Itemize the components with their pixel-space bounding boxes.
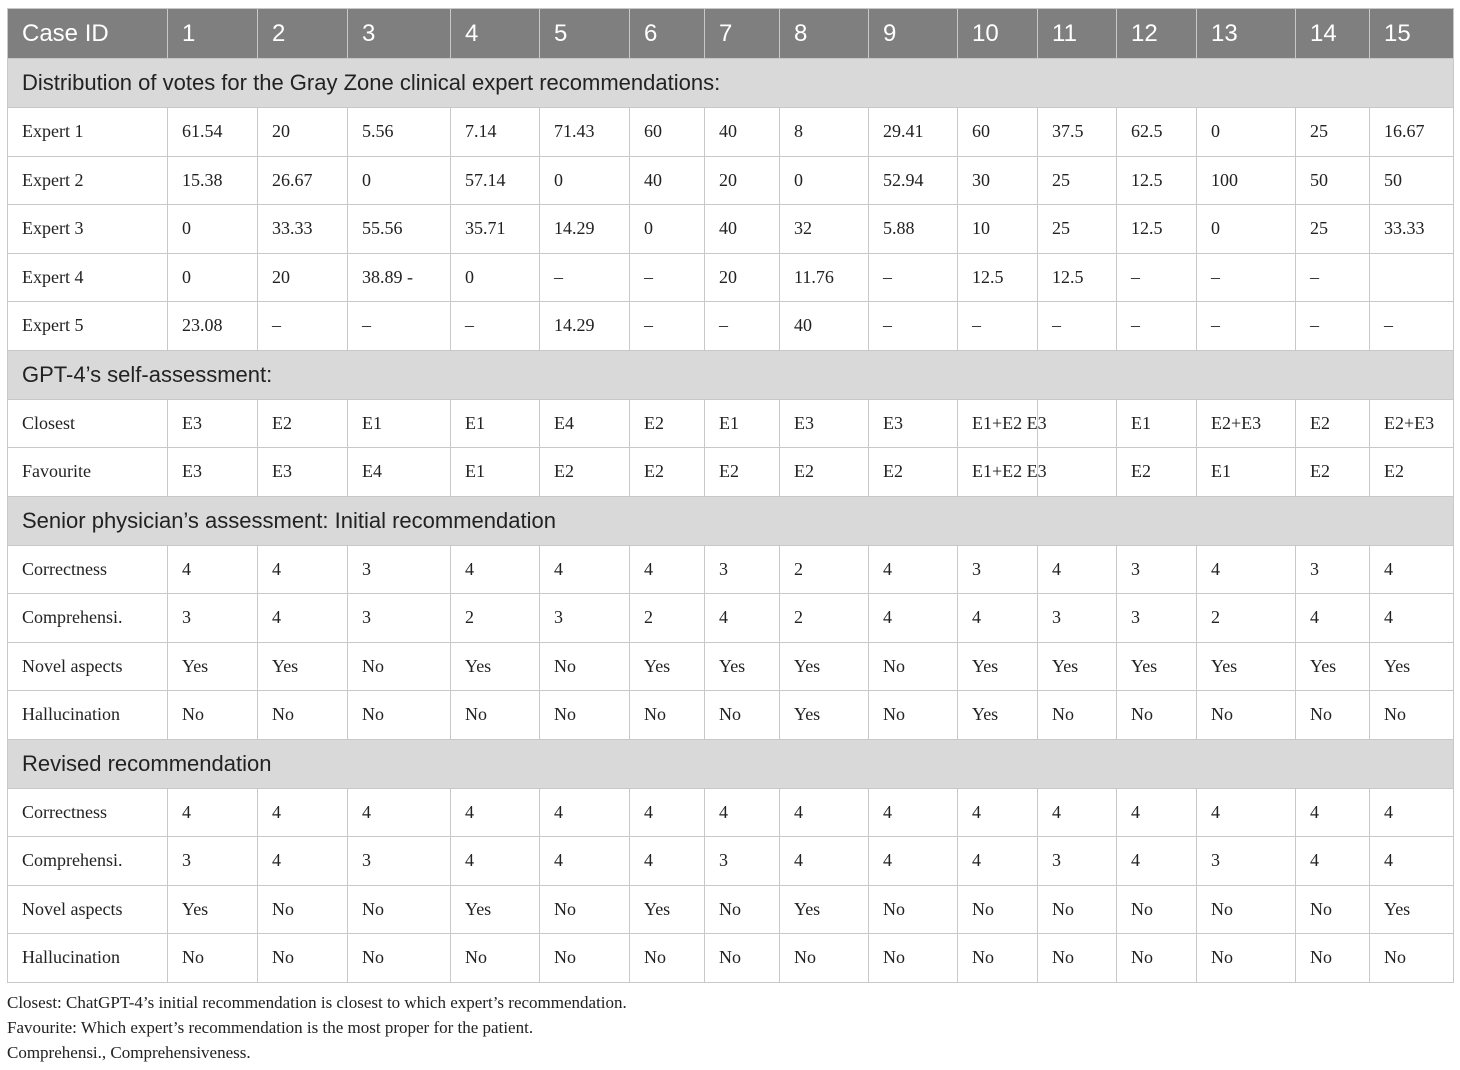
table-cell: No xyxy=(869,642,958,691)
table-cell: 3 xyxy=(705,837,780,886)
table-row xyxy=(8,788,1454,837)
table-cell: 0 xyxy=(451,253,540,302)
table-cell: 11.76 xyxy=(780,253,869,302)
table-cell: 4 xyxy=(869,545,958,594)
table-cell: 4 xyxy=(258,788,348,837)
table-cell: – xyxy=(1296,253,1370,302)
table-cell: 4 xyxy=(869,837,958,886)
table-cell: E1+E2 E3 xyxy=(958,448,1038,497)
table-cell: 4 xyxy=(168,545,258,594)
table-row xyxy=(8,448,1454,497)
footnote: Favourite: Which expert’s recommendation is the most proper for the patient. xyxy=(7,1018,534,1037)
table-cell: 4 xyxy=(1370,594,1454,643)
table-cell: No xyxy=(780,934,869,983)
table-cell: 4 xyxy=(451,837,540,886)
column-header-case-11: 11 xyxy=(1038,9,1117,59)
table-cell: Yes xyxy=(630,642,705,691)
table-cell: 4 xyxy=(540,545,630,594)
table-cell: Yes xyxy=(705,642,780,691)
table-cell: 4 xyxy=(451,545,540,594)
row-label: Novel aspects xyxy=(8,885,168,934)
column-header-case-15: 15 xyxy=(1370,9,1454,59)
table-cell: 4 xyxy=(348,788,451,837)
table-cell: – xyxy=(958,302,1038,351)
table-cell: 15.38 xyxy=(168,156,258,205)
table-row xyxy=(8,545,1454,594)
table-cell: 4 xyxy=(1296,837,1370,886)
table-cell: No xyxy=(705,934,780,983)
table-cell: 14.29 xyxy=(540,205,630,254)
table-cell: No xyxy=(1117,885,1197,934)
section-header-row xyxy=(8,59,1454,108)
table-cell: 40 xyxy=(705,108,780,157)
table-cell: – xyxy=(1117,253,1197,302)
table-cell: 12.5 xyxy=(1038,253,1117,302)
table-row xyxy=(8,205,1454,254)
table-cell: 4 xyxy=(869,594,958,643)
column-header-case-2: 2 xyxy=(258,9,348,59)
table-cell: Yes xyxy=(168,642,258,691)
table-cell: 3 xyxy=(348,594,451,643)
table-cell: 2 xyxy=(630,594,705,643)
table-cell: Yes xyxy=(451,642,540,691)
table-row xyxy=(8,934,1454,983)
table-cell: – xyxy=(1197,302,1296,351)
table-cell: 71.43 xyxy=(540,108,630,157)
row-label: Expert 1 xyxy=(8,108,168,157)
table-cell: – xyxy=(1370,302,1454,351)
table-cell: 4 xyxy=(780,788,869,837)
table-cell: Yes xyxy=(1038,642,1117,691)
table-cell: E1 xyxy=(451,399,540,448)
table-cell: No xyxy=(1197,885,1296,934)
table-cell: – xyxy=(869,302,958,351)
footnote: Comprehensi., Comprehensiveness. xyxy=(7,1043,251,1062)
table-cell: 20 xyxy=(705,156,780,205)
table-cell: No xyxy=(705,885,780,934)
table-cell: 38.89 - xyxy=(348,253,451,302)
table-cell: 3 xyxy=(1117,594,1197,643)
table-cell xyxy=(1038,399,1117,448)
column-header-case-8: 8 xyxy=(780,9,869,59)
section-header-row xyxy=(8,350,1454,399)
table-cell: 4 xyxy=(1296,788,1370,837)
table-cell: 33.33 xyxy=(1370,205,1454,254)
table-row xyxy=(8,642,1454,691)
column-header-case-14: 14 xyxy=(1296,9,1370,59)
row-label: Hallucination xyxy=(8,934,168,983)
table-cell: E2 xyxy=(1370,448,1454,497)
table-cell: 3 xyxy=(1117,545,1197,594)
row-label: Comprehensi. xyxy=(8,594,168,643)
table-cell: Yes xyxy=(958,691,1038,740)
table-cell: No xyxy=(958,934,1038,983)
table-cell: No xyxy=(258,934,348,983)
table-cell: E1 xyxy=(1117,399,1197,448)
table-cell: No xyxy=(869,934,958,983)
table-cell: No xyxy=(348,885,451,934)
table-cell: E2 xyxy=(1117,448,1197,497)
table-cell: 2 xyxy=(1197,594,1296,643)
row-label: Novel aspects xyxy=(8,642,168,691)
table-cell: No xyxy=(348,934,451,983)
table-cell: E2 xyxy=(540,448,630,497)
section-header-row xyxy=(8,739,1454,788)
table-cell: 37.5 xyxy=(1038,108,1117,157)
section-title: Revised recommendation xyxy=(8,739,1454,788)
table-cell xyxy=(1370,253,1454,302)
table-cell: E2+E3 xyxy=(1370,399,1454,448)
column-header-case-3: 3 xyxy=(348,9,451,59)
table-cell: E3 xyxy=(168,448,258,497)
table-cell: No xyxy=(1296,885,1370,934)
table-cell: E1 xyxy=(451,448,540,497)
table-cell: – xyxy=(1038,302,1117,351)
table-cell: 4 xyxy=(168,788,258,837)
row-label: Expert 2 xyxy=(8,156,168,205)
table-cell: 50 xyxy=(1370,156,1454,205)
table-cell: 25 xyxy=(1296,108,1370,157)
table-cell: – xyxy=(1197,253,1296,302)
table-cell: 4 xyxy=(1370,788,1454,837)
table-cell: No xyxy=(258,885,348,934)
table-cell: E2+E3 xyxy=(1197,399,1296,448)
table-cell: 3 xyxy=(168,594,258,643)
table-cell: 4 xyxy=(958,788,1038,837)
table-cell: 14.29 xyxy=(540,302,630,351)
table-cell: No xyxy=(869,885,958,934)
footnote: Closest: ChatGPT-4’s initial recommendation is closest to which expert’s recommendation. xyxy=(7,993,627,1012)
table-cell: 25 xyxy=(1038,156,1117,205)
table-row xyxy=(8,837,1454,886)
table-cell: 5.56 xyxy=(348,108,451,157)
column-header-case-7: 7 xyxy=(705,9,780,59)
table-cell: 35.71 xyxy=(451,205,540,254)
table-cell: 3 xyxy=(540,594,630,643)
table-row xyxy=(8,156,1454,205)
table-cell: E1 xyxy=(1197,448,1296,497)
table-cell: 16.67 xyxy=(1370,108,1454,157)
row-label: Favourite xyxy=(8,448,168,497)
table-row xyxy=(8,399,1454,448)
section-title: Senior physician’s assessment: Initial recommendation xyxy=(8,496,1454,545)
table-cell: 50 xyxy=(1296,156,1370,205)
column-header-case-4: 4 xyxy=(451,9,540,59)
table-cell: No xyxy=(451,691,540,740)
table-cell: 25 xyxy=(1038,205,1117,254)
table-cell xyxy=(1038,448,1117,497)
table-cell: 4 xyxy=(1197,788,1296,837)
row-label: Comprehensi. xyxy=(8,837,168,886)
table-footnotes xyxy=(7,990,627,1065)
table-cell: 23.08 xyxy=(168,302,258,351)
table-cell: 32 xyxy=(780,205,869,254)
results-table-wrapper xyxy=(7,8,1453,983)
table-cell: Yes xyxy=(258,642,348,691)
column-header-case-9: 9 xyxy=(869,9,958,59)
table-cell: 4 xyxy=(1296,594,1370,643)
table-row xyxy=(8,594,1454,643)
table-cell: No xyxy=(958,885,1038,934)
table-cell: 4 xyxy=(258,837,348,886)
table-row xyxy=(8,253,1454,302)
table-cell: 20 xyxy=(258,108,348,157)
table-cell: 4 xyxy=(869,788,958,837)
table-cell: 12.5 xyxy=(1117,156,1197,205)
table-cell: E3 xyxy=(869,399,958,448)
table-cell: No xyxy=(451,934,540,983)
table-cell: Yes xyxy=(1370,885,1454,934)
table-cell: No xyxy=(168,934,258,983)
row-label: Expert 5 xyxy=(8,302,168,351)
table-cell: 3 xyxy=(1197,837,1296,886)
table-cell: – xyxy=(451,302,540,351)
table-cell: 4 xyxy=(780,837,869,886)
table-cell: 0 xyxy=(168,205,258,254)
table-cell: No xyxy=(258,691,348,740)
table-cell: No xyxy=(705,691,780,740)
table-cell: No xyxy=(1370,691,1454,740)
table-row xyxy=(8,108,1454,157)
table-cell: E2 xyxy=(630,448,705,497)
table-cell: 4 xyxy=(1370,545,1454,594)
table-cell: 5.88 xyxy=(869,205,958,254)
section-header-row xyxy=(8,496,1454,545)
table-cell: Yes xyxy=(780,642,869,691)
table-cell: 4 xyxy=(1117,788,1197,837)
table-cell: 30 xyxy=(958,156,1038,205)
table-cell: 3 xyxy=(1296,545,1370,594)
table-cell: 4 xyxy=(705,594,780,643)
column-header-case-id: Case ID xyxy=(8,9,168,59)
column-header-case-1: 1 xyxy=(168,9,258,59)
table-cell: 4 xyxy=(958,594,1038,643)
results-table xyxy=(7,8,1454,983)
table-cell: 7.14 xyxy=(451,108,540,157)
table-cell: 2 xyxy=(780,545,869,594)
table-cell: No xyxy=(1038,934,1117,983)
table-cell: 3 xyxy=(1038,594,1117,643)
table-cell: Yes xyxy=(1370,642,1454,691)
table-cell: 3 xyxy=(348,545,451,594)
table-cell: 60 xyxy=(958,108,1038,157)
table-cell: – xyxy=(869,253,958,302)
table-cell: 2 xyxy=(780,594,869,643)
table-cell: 8 xyxy=(780,108,869,157)
table-cell: No xyxy=(1296,691,1370,740)
table-cell: 2 xyxy=(451,594,540,643)
column-header-case-13: 13 xyxy=(1197,9,1296,59)
table-row xyxy=(8,885,1454,934)
table-cell: E4 xyxy=(540,399,630,448)
table-cell: No xyxy=(1038,885,1117,934)
table-row xyxy=(8,302,1454,351)
table-cell: – xyxy=(348,302,451,351)
section-title: Distribution of votes for the Gray Zone clinical expert recommendations: xyxy=(8,59,1454,108)
table-cell: No xyxy=(630,934,705,983)
table-cell: 4 xyxy=(630,837,705,886)
table-cell: 57.14 xyxy=(451,156,540,205)
table-cell: – xyxy=(630,253,705,302)
table-cell: 0 xyxy=(1197,108,1296,157)
table-cell: 4 xyxy=(1038,545,1117,594)
table-cell: 100 xyxy=(1197,156,1296,205)
table-cell: No xyxy=(869,691,958,740)
table-cell: No xyxy=(540,934,630,983)
table-cell: E2 xyxy=(780,448,869,497)
table-cell: Yes xyxy=(1197,642,1296,691)
row-label: Correctness xyxy=(8,788,168,837)
table-cell: 0 xyxy=(168,253,258,302)
table-cell: 4 xyxy=(705,788,780,837)
table-cell: 4 xyxy=(451,788,540,837)
table-cell: E3 xyxy=(780,399,869,448)
table-cell: Yes xyxy=(451,885,540,934)
table-cell: 4 xyxy=(1117,837,1197,886)
table-cell: 3 xyxy=(348,837,451,886)
table-cell: – xyxy=(705,302,780,351)
table-cell: 33.33 xyxy=(258,205,348,254)
header-row xyxy=(8,9,1454,59)
table-cell: 3 xyxy=(1038,837,1117,886)
table-cell: Yes xyxy=(168,885,258,934)
table-cell: No xyxy=(1197,691,1296,740)
table-cell: 4 xyxy=(540,788,630,837)
table-cell: No xyxy=(1197,934,1296,983)
table-cell: 4 xyxy=(1370,837,1454,886)
column-header-case-10: 10 xyxy=(958,9,1038,59)
table-cell: E4 xyxy=(348,448,451,497)
table-cell: 40 xyxy=(705,205,780,254)
table-cell: 61.54 xyxy=(168,108,258,157)
table-cell: 25 xyxy=(1296,205,1370,254)
table-cell: Yes xyxy=(958,642,1038,691)
table-cell: No xyxy=(1370,934,1454,983)
row-label: Closest xyxy=(8,399,168,448)
table-cell: E2 xyxy=(705,448,780,497)
table-cell: 20 xyxy=(705,253,780,302)
table-cell: No xyxy=(540,642,630,691)
table-cell: No xyxy=(1296,934,1370,983)
table-cell: E2 xyxy=(630,399,705,448)
table-cell: 55.56 xyxy=(348,205,451,254)
table-cell: 4 xyxy=(630,545,705,594)
table-cell: E3 xyxy=(258,448,348,497)
table-cell: No xyxy=(540,691,630,740)
table-cell: 20 xyxy=(258,253,348,302)
table-cell: 52.94 xyxy=(869,156,958,205)
table-cell: 0 xyxy=(348,156,451,205)
table-cell: 10 xyxy=(958,205,1038,254)
table-cell: Yes xyxy=(1117,642,1197,691)
table-cell: 4 xyxy=(1038,788,1117,837)
section-title: GPT-4’s self-assessment: xyxy=(8,350,1454,399)
table-cell: No xyxy=(348,691,451,740)
table-cell: E1 xyxy=(348,399,451,448)
table-cell: No xyxy=(168,691,258,740)
table-cell: 3 xyxy=(705,545,780,594)
row-label: Expert 3 xyxy=(8,205,168,254)
table-cell: No xyxy=(1117,691,1197,740)
table-cell: E1 xyxy=(705,399,780,448)
table-cell: 4 xyxy=(258,594,348,643)
table-cell: Yes xyxy=(780,885,869,934)
column-header-case-5: 5 xyxy=(540,9,630,59)
table-cell: – xyxy=(630,302,705,351)
table-cell: – xyxy=(258,302,348,351)
table-cell: 4 xyxy=(958,837,1038,886)
table-cell: 0 xyxy=(780,156,869,205)
table-cell: E2 xyxy=(1296,448,1370,497)
table-cell: 40 xyxy=(780,302,869,351)
table-cell: 3 xyxy=(958,545,1038,594)
table-cell: E3 xyxy=(168,399,258,448)
table-cell: 4 xyxy=(630,788,705,837)
table-cell: – xyxy=(540,253,630,302)
table-cell: 26.67 xyxy=(258,156,348,205)
table-cell: 0 xyxy=(1197,205,1296,254)
table-cell: E2 xyxy=(1296,399,1370,448)
table-cell: 12.5 xyxy=(1117,205,1197,254)
table-cell: 3 xyxy=(168,837,258,886)
table-cell: 62.5 xyxy=(1117,108,1197,157)
column-header-case-12: 12 xyxy=(1117,9,1197,59)
table-cell: No xyxy=(1038,691,1117,740)
table-header xyxy=(8,9,1454,59)
table-cell: 12.5 xyxy=(958,253,1038,302)
row-label: Hallucination xyxy=(8,691,168,740)
table-cell: 4 xyxy=(540,837,630,886)
row-label: Expert 4 xyxy=(8,253,168,302)
table-cell: – xyxy=(1117,302,1197,351)
table-body xyxy=(8,59,1454,983)
table-cell: No xyxy=(540,885,630,934)
table-cell: 29.41 xyxy=(869,108,958,157)
table-cell: E2 xyxy=(869,448,958,497)
table-cell: Yes xyxy=(780,691,869,740)
row-label: Correctness xyxy=(8,545,168,594)
table-cell: 0 xyxy=(540,156,630,205)
table-cell: 40 xyxy=(630,156,705,205)
table-cell: No xyxy=(1117,934,1197,983)
table-cell: E1+E2 E3 xyxy=(958,399,1038,448)
table-cell: No xyxy=(630,691,705,740)
table-cell: 0 xyxy=(630,205,705,254)
table-cell: Yes xyxy=(1296,642,1370,691)
table-cell: – xyxy=(1296,302,1370,351)
table-cell: 4 xyxy=(1197,545,1296,594)
table-cell: 4 xyxy=(258,545,348,594)
table-cell: No xyxy=(348,642,451,691)
table-cell: 60 xyxy=(630,108,705,157)
table-row xyxy=(8,691,1454,740)
table-cell: Yes xyxy=(630,885,705,934)
table-cell: E2 xyxy=(258,399,348,448)
column-header-case-6: 6 xyxy=(630,9,705,59)
